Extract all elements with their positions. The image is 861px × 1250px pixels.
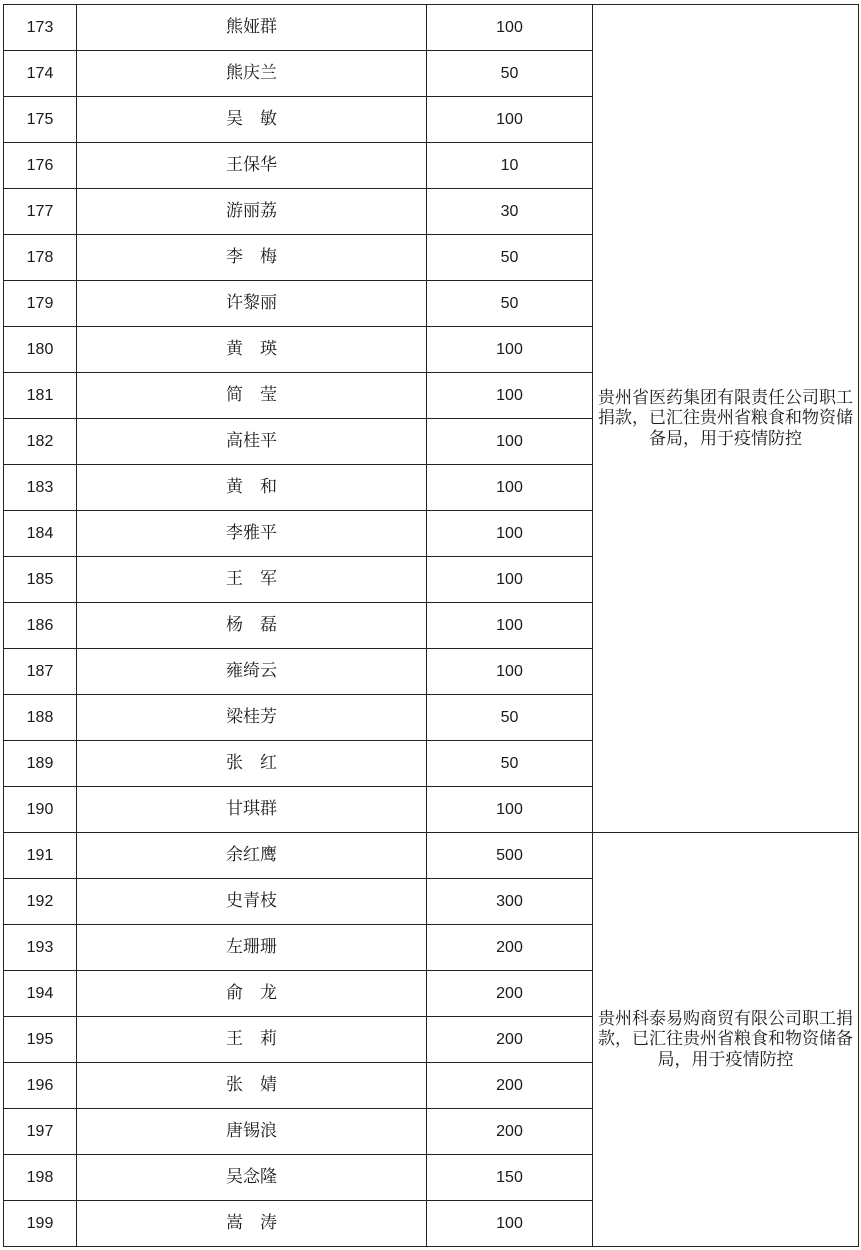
row-number: 175 — [4, 97, 77, 143]
donation-amount: 100 — [427, 603, 593, 649]
donor-name: 杨 磊 — [77, 603, 427, 649]
donor-name: 嵩 涛 — [77, 1201, 427, 1247]
donation-amount: 300 — [427, 879, 593, 925]
row-number: 187 — [4, 649, 77, 695]
row-number: 180 — [4, 327, 77, 373]
row-number: 189 — [4, 741, 77, 787]
row-number: 188 — [4, 695, 77, 741]
donor-name: 李雅平 — [77, 511, 427, 557]
row-number: 198 — [4, 1155, 77, 1201]
donor-name: 梁桂芳 — [77, 695, 427, 741]
row-number: 186 — [4, 603, 77, 649]
donor-name: 简 莹 — [77, 373, 427, 419]
donor-name: 黄 瑛 — [77, 327, 427, 373]
row-number: 184 — [4, 511, 77, 557]
donation-amount: 10 — [427, 143, 593, 189]
donor-name: 左珊珊 — [77, 925, 427, 971]
donation-amount: 100 — [427, 5, 593, 51]
donor-name: 熊娅群 — [77, 5, 427, 51]
donor-name: 余红鹰 — [77, 833, 427, 879]
donor-name: 李 梅 — [77, 235, 427, 281]
row-number: 181 — [4, 373, 77, 419]
row-number: 195 — [4, 1017, 77, 1063]
donor-name: 张 红 — [77, 741, 427, 787]
donation-table — [3, 4, 859, 1247]
donation-amount: 100 — [427, 511, 593, 557]
group-remark: 贵州省医药集团有限责任公司职工捐款，已汇往贵州省粮食和物资储备局，用于疫情防控 — [593, 5, 859, 833]
donor-name: 史青枝 — [77, 879, 427, 925]
row-number: 197 — [4, 1109, 77, 1155]
donation-amount: 30 — [427, 189, 593, 235]
donor-name: 游丽荔 — [77, 189, 427, 235]
donor-name: 王保华 — [77, 143, 427, 189]
donor-name: 唐锡浪 — [77, 1109, 427, 1155]
donation-amount: 100 — [427, 649, 593, 695]
donor-name: 黄 和 — [77, 465, 427, 511]
row-number: 176 — [4, 143, 77, 189]
donor-name: 吴念隆 — [77, 1155, 427, 1201]
donation-amount: 100 — [427, 373, 593, 419]
row-number: 192 — [4, 879, 77, 925]
row-number: 179 — [4, 281, 77, 327]
donation-amount: 100 — [427, 787, 593, 833]
donation-amount: 50 — [427, 695, 593, 741]
donor-name: 张 婧 — [77, 1063, 427, 1109]
donor-name: 王 军 — [77, 557, 427, 603]
row-number: 174 — [4, 51, 77, 97]
row-number: 199 — [4, 1201, 77, 1247]
row-number: 196 — [4, 1063, 77, 1109]
donation-amount: 200 — [427, 971, 593, 1017]
donor-name: 许黎丽 — [77, 281, 427, 327]
table-row — [4, 833, 859, 879]
row-number: 193 — [4, 925, 77, 971]
group-remark: 贵州科泰易购商贸有限公司职工捐款，已汇往贵州省粮食和物资储备局，用于疫情防控 — [593, 833, 859, 1247]
donor-name: 王 莉 — [77, 1017, 427, 1063]
donation-amount: 50 — [427, 281, 593, 327]
row-number: 183 — [4, 465, 77, 511]
donation-amount: 100 — [427, 327, 593, 373]
donation-amount: 100 — [427, 557, 593, 603]
donation-amount: 100 — [427, 465, 593, 511]
row-number: 178 — [4, 235, 77, 281]
donation-amount: 150 — [427, 1155, 593, 1201]
donation-amount: 50 — [427, 51, 593, 97]
donation-amount: 200 — [427, 925, 593, 971]
donation-amount: 200 — [427, 1109, 593, 1155]
donation-table-body — [4, 5, 859, 1247]
donor-name: 甘琪群 — [77, 787, 427, 833]
donation-amount: 100 — [427, 1201, 593, 1247]
table-row — [4, 5, 859, 51]
donation-amount: 50 — [427, 741, 593, 787]
row-number: 185 — [4, 557, 77, 603]
row-number: 190 — [4, 787, 77, 833]
row-number: 194 — [4, 971, 77, 1017]
donor-name: 雍绮云 — [77, 649, 427, 695]
row-number: 191 — [4, 833, 77, 879]
donor-name: 高桂平 — [77, 419, 427, 465]
donor-name: 吴 敏 — [77, 97, 427, 143]
row-number: 173 — [4, 5, 77, 51]
donation-amount: 200 — [427, 1017, 593, 1063]
donor-name: 俞 龙 — [77, 971, 427, 1017]
donation-sheet — [3, 4, 859, 1247]
donation-amount: 100 — [427, 97, 593, 143]
row-number: 177 — [4, 189, 77, 235]
donor-name: 熊庆兰 — [77, 51, 427, 97]
donation-amount: 100 — [427, 419, 593, 465]
row-number: 182 — [4, 419, 77, 465]
donation-amount: 200 — [427, 1063, 593, 1109]
donation-amount: 500 — [427, 833, 593, 879]
donation-amount: 50 — [427, 235, 593, 281]
